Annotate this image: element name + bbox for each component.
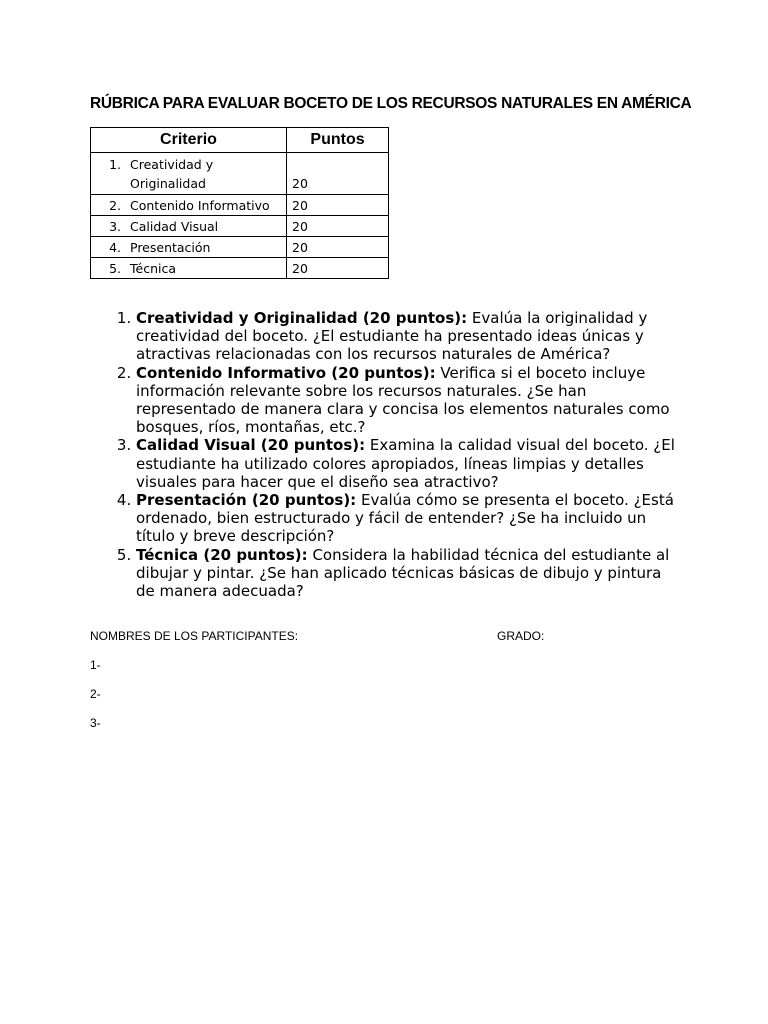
points-cell: 20 [287,153,389,195]
points-cell: 20 [287,237,389,258]
grade-label: GRADO: [497,629,545,643]
item-text: Considera la habilidad técnica del estudiante al dibujar y pintar. ¿Se han aplicado técnicas básicas de dibujo y pintura de manera adecuada? [136,545,670,601]
criterion-cell [91,216,287,237]
item-number: 2. [116,363,132,382]
criterion-number: 2. [109,197,121,213]
points-cell: 20 [287,258,389,279]
item-number: 5. [116,545,132,564]
item-number: 4. [116,491,132,510]
criterion-cell [91,237,287,258]
item-heading: Presentación (20 puntos): [136,491,357,510]
item-heading: Técnica (20 puntos): [136,545,308,564]
document-title: RÚBRICA PARA EVALUAR BOCETO DE LOS RECURSOS NATURALES EN AMÉRICA [90,95,692,112]
criterion-number: 4. [109,239,121,255]
participant-slot-3: 3- [90,716,101,730]
list-item [94,491,694,546]
item-heading: Contenido Informativo (20 puntos): [136,363,436,382]
criterion-cell [91,258,287,279]
item-text: Evalúa la originalidad y creatividad del boceto. ¿El estudiante ha presentado ideas únicas y atractivas relacionadas con los recursos naturales de América? [136,309,648,364]
table-row [91,258,389,279]
participant-slot-2: 2- [90,687,101,701]
points-cell: 20 [287,195,389,216]
criteria-details-list [94,309,694,600]
list-item [94,546,694,601]
rubric-table [90,127,389,279]
participants-label: NOMBRES DE LOS PARTICIPANTES: [90,629,299,643]
table-row [91,237,389,258]
table-header-row [91,128,389,153]
table-row [91,216,389,237]
criterion-cell [91,195,287,216]
criterion-label: Calidad Visual [130,218,219,234]
item-text: Examina la calidad visual del boceto. ¿El estudiante ha utilizado colores apropiados, líneas limpias y detalles visuales para hacer que el diseño sea atractivo? [136,436,675,491]
table-row [91,195,389,216]
item-number: 1. [116,309,132,327]
item-heading: Creatividad y Originalidad (20 puntos): [136,309,468,327]
item-number: 3. [116,436,132,455]
criterion-label: Técnica [130,260,177,276]
criterion-cell [91,153,287,195]
criterion-label: Creatividad y [130,156,214,172]
criterion-number: 3. [109,218,121,234]
criterion-label-line2: Originalidad [130,175,206,191]
criterion-label: Presentación [130,239,211,255]
item-heading: Calidad Visual (20 puntos): [136,436,366,455]
item-text: Evalúa cómo se presenta el boceto. ¿Está ordenado, bien estructurado y fácil de entender? ¿Se ha incluido un título y breve descripción? [136,491,674,546]
points-cell: 20 [287,216,389,237]
list-item [94,364,694,437]
criterio-header: Criterio [91,128,287,153]
criterion-label: Contenido Informativo [130,197,270,213]
item-text: Verifica si el boceto incluye información relevante sobre los recursos naturales. ¿Se han representado de manera clara y concisa los elementos naturales como bosques, ríos, montañas, etc.? [136,363,670,437]
puntos-header: Puntos [287,128,389,153]
table-row [91,153,389,195]
participant-slot-1: 1- [90,658,101,672]
list-item [94,309,694,364]
criterion-number: 1. [109,156,121,172]
criterion-number: 5. [109,260,121,276]
list-item [94,436,694,491]
